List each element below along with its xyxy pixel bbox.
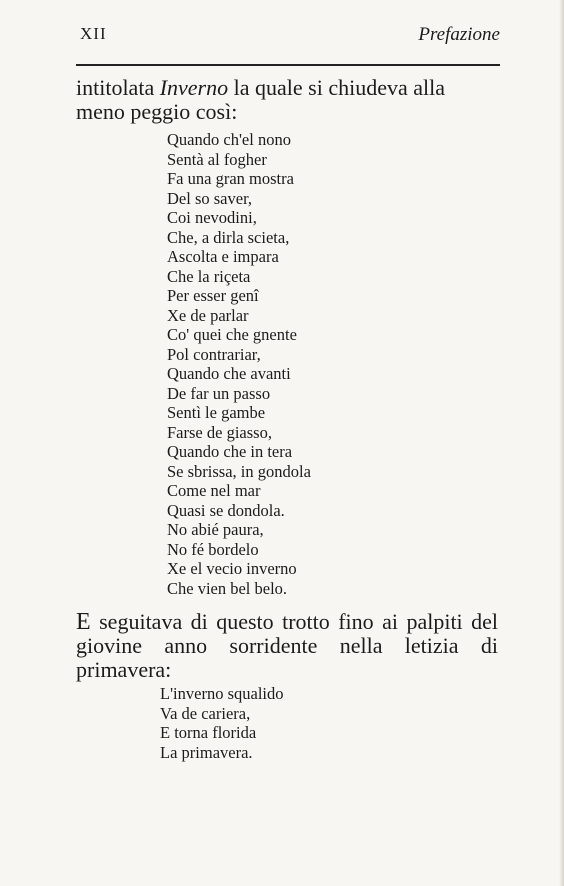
poem-line: De far un passo <box>167 383 271 403</box>
poem-line: La primavera. <box>160 742 253 762</box>
poem-primavera <box>160 684 284 762</box>
intro-text-after: la quale si chiudeva alla meno peggio così: <box>76 75 445 124</box>
poem-line: E torna florida <box>160 723 257 742</box>
page-edge-shadow <box>559 0 564 886</box>
poem-line: Quando che in tera <box>167 442 293 461</box>
poem-line: Co' quei che gnente <box>167 325 297 344</box>
poem-line: Va de cariera, <box>160 703 251 723</box>
poem-line: Quasi se dondola. <box>167 500 285 520</box>
paragraph-initial: E <box>76 609 91 635</box>
poem-line: Pol contrariar, <box>167 344 261 364</box>
poem-line: Sentà al fogher <box>167 149 267 169</box>
running-title: Prefazione <box>418 24 500 45</box>
poem-line: Farse de giasso, <box>167 422 272 442</box>
poem-line: No fé bordelo <box>167 539 259 559</box>
poem-line: Xe el vecio inverno <box>167 559 297 578</box>
poem-line: Fa una gran mostra <box>167 169 294 188</box>
poem-title: Inverno <box>159 75 229 100</box>
poem-line: Sentì le gambe <box>167 403 266 422</box>
poem-line: Coi nevodini, <box>167 208 257 227</box>
poem-line: Ascolta e impara <box>167 247 279 266</box>
page-number: XII <box>80 24 107 43</box>
poem-line: L'inverno squalido <box>160 684 284 703</box>
running-header <box>76 22 500 46</box>
header-rule <box>76 64 500 66</box>
poem-line: Quando che avanti <box>167 364 291 383</box>
poem-line: Del so saver, <box>167 188 253 208</box>
poem-line: Quando ch'el nono <box>167 130 291 149</box>
continuation-text: seguitava di questo trotto fino ai palpiti del giovine anno sorridente nella letizia di primavera: <box>76 609 498 682</box>
poem-line: No abié paura, <box>167 520 264 539</box>
continuation-paragraph <box>76 610 498 682</box>
intro-paragraph <box>76 76 498 124</box>
poem-line: Che la riçeta <box>167 266 251 286</box>
poem-line: Come nel mar <box>167 481 261 500</box>
intro-text-before: intitolata <box>76 75 160 100</box>
poem-inverno <box>167 130 311 598</box>
poem-line: Per esser genî <box>167 286 259 305</box>
poem-line: Che vien bel belo. <box>167 578 288 598</box>
poem-line: Se sbrissa, in gondola <box>167 461 311 481</box>
poem-line: Che, a dirla scieta, <box>167 227 290 247</box>
poem-line: Xe de parlar <box>167 305 249 325</box>
